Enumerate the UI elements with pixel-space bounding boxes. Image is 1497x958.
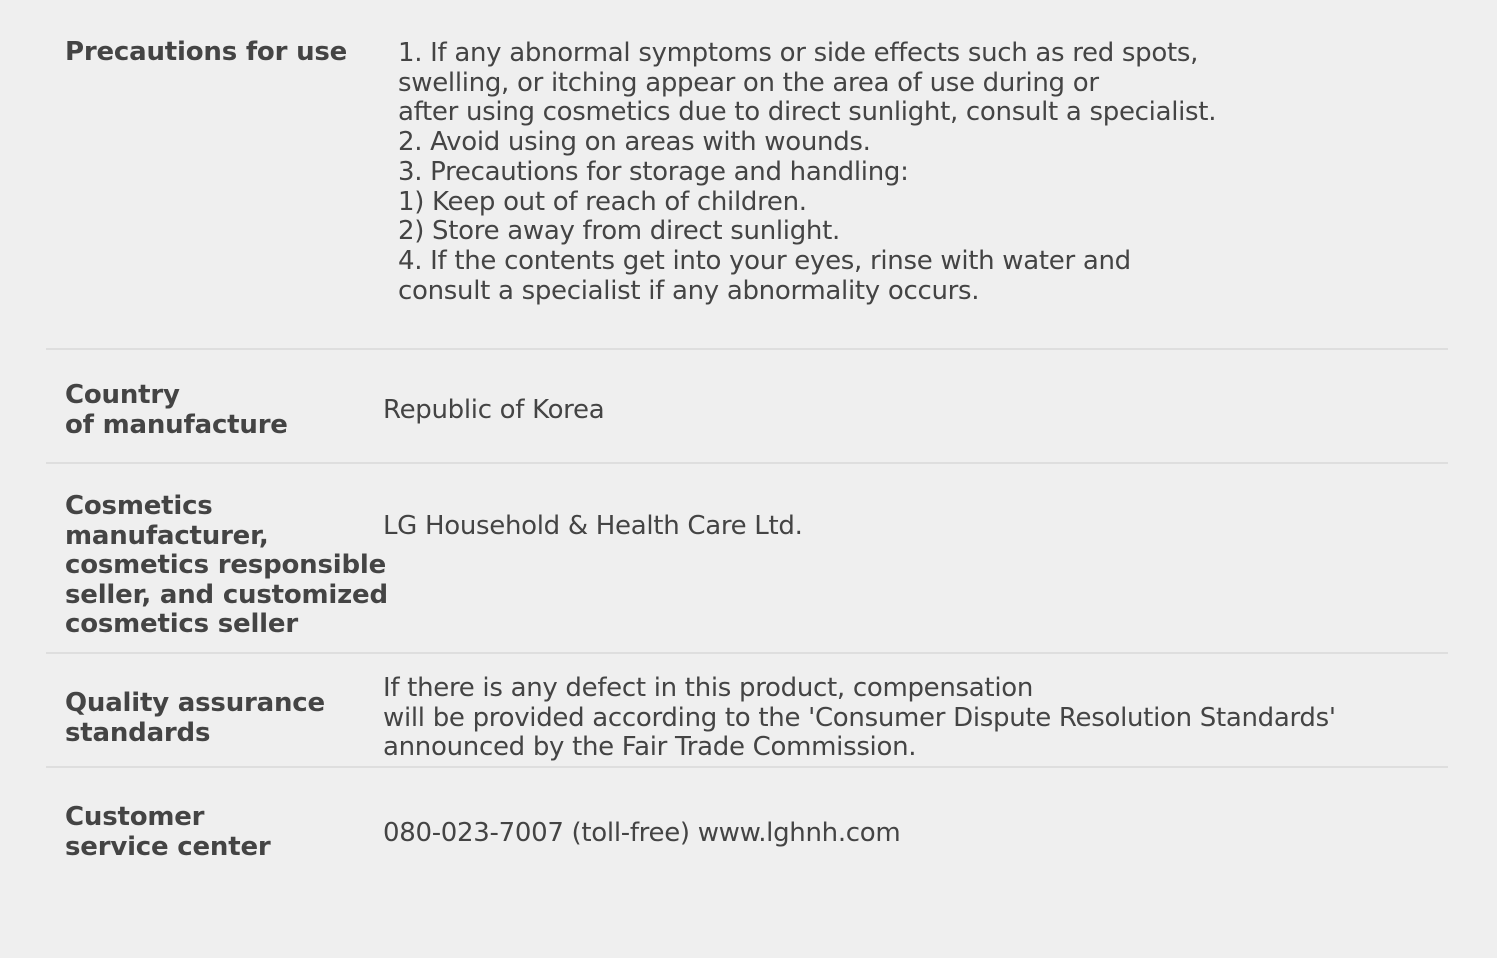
row-value-customer-service [383, 819, 900, 849]
row-label-line: seller, and customized [65, 579, 388, 610]
row-value-line: 4. If the contents get into your eyes, rinse with water and [398, 245, 1131, 276]
row-value-line: If there is any defect in this product, compensation [383, 673, 1034, 703]
row-value-manufacturer [383, 512, 803, 542]
row-value-line: consult a specialist if any abnormality occurs. [398, 275, 980, 306]
table-row-manufacturer [46, 464, 1448, 654]
row-value-line: 1. If any abnormal symptoms or side effects such as red spots, [398, 38, 1199, 68]
row-value-line: 1) Keep out of reach of children. [398, 186, 807, 217]
row-label-precautions [65, 38, 347, 68]
row-label-country [65, 381, 288, 440]
row-label-quality [65, 689, 325, 748]
row-value-line: announced by the Fair Trade Commission. [383, 732, 917, 763]
row-label-line: Customer [65, 802, 205, 832]
row-value-line: will be provided according to the 'Consumer Dispute Resolution Standards' [383, 702, 1336, 733]
row-label-line: Country [65, 380, 180, 410]
row-label-line: standards [65, 717, 211, 748]
row-value-line: 2. Avoid using on areas with wounds. [398, 127, 871, 158]
row-label-customer-service [65, 803, 271, 862]
row-value-line: 2) Store away from direct sunlight. [398, 216, 840, 247]
row-value-line: swelling, or itching appear on the area of use during or [398, 67, 1099, 98]
row-value-line: after using cosmetics due to direct sunlight, consult a specialist. [398, 97, 1217, 128]
table-row-precautions [46, 0, 1448, 350]
row-value-country [383, 396, 604, 426]
row-value-line: 080-023-7007 (toll-free) www.lghnh.com [383, 818, 901, 848]
row-value-line: 3. Precautions for storage and handling: [398, 156, 909, 187]
table-row-customer-service [46, 768, 1448, 878]
row-label-line: service center [65, 831, 271, 862]
row-value-line: LG Household & Health Care Ltd. [383, 511, 803, 541]
row-value-precautions [398, 39, 1216, 306]
row-label-line: of manufacture [65, 409, 288, 440]
row-label-line: cosmetics seller [65, 609, 298, 639]
row-label-line: cosmetics responsible [65, 550, 387, 580]
row-label-line: Precautions for use [65, 37, 348, 67]
row-value-line: Republic of Korea [383, 395, 605, 425]
table-row-country [46, 350, 1448, 464]
table-row-quality [46, 654, 1448, 768]
row-label-manufacturer [65, 492, 388, 640]
row-value-quality [383, 674, 1336, 763]
row-label-line: Cosmetics [65, 491, 213, 521]
row-label-line: Quality assurance [65, 688, 325, 718]
row-label-line: manufacturer, [65, 520, 269, 551]
